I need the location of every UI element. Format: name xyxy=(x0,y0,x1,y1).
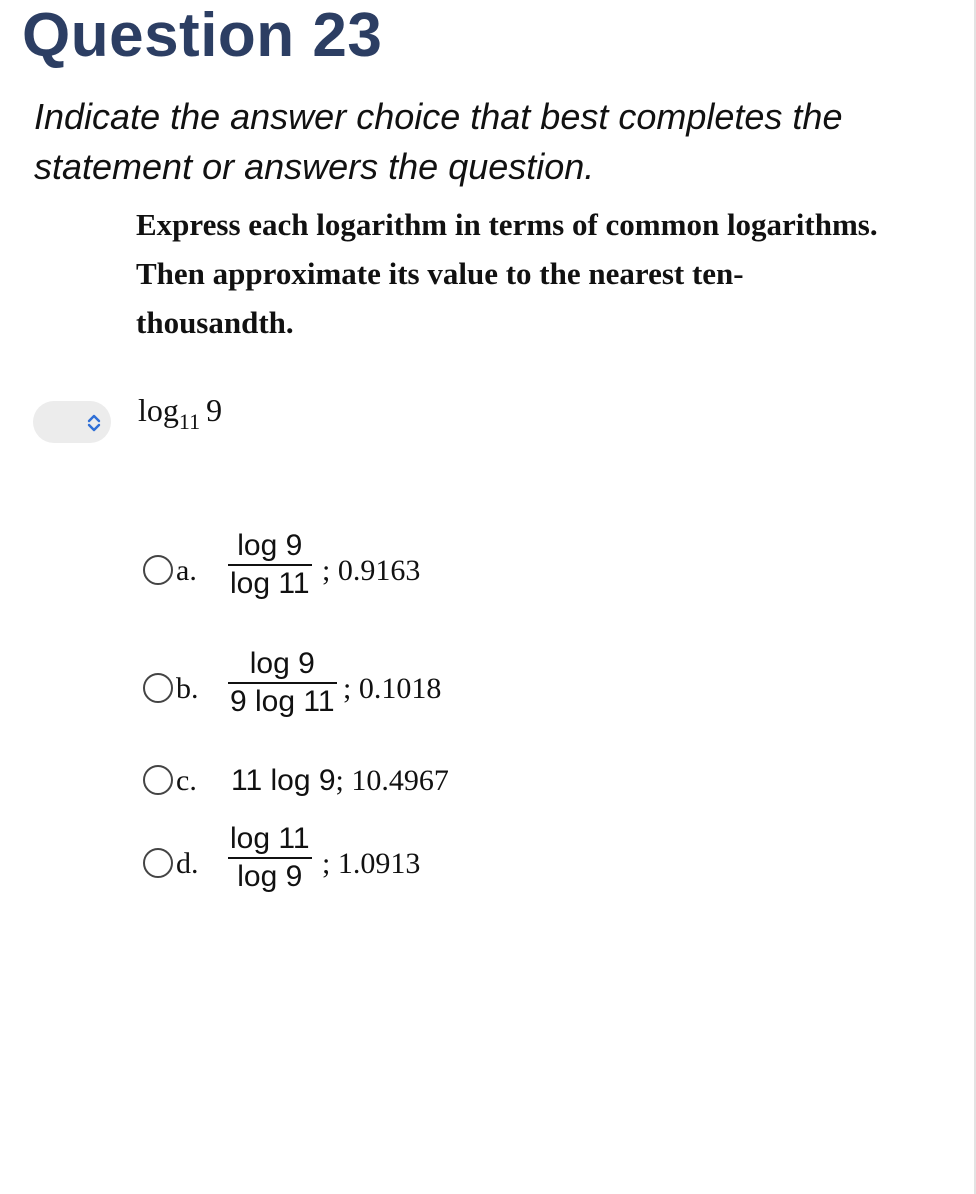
option-d-fraction xyxy=(228,822,312,894)
log-argument: 9 xyxy=(206,392,223,428)
log-subscript: 11 xyxy=(178,409,201,434)
option-d-value: ; 1.0913 xyxy=(322,847,421,880)
fraction-bar xyxy=(228,857,312,859)
option-c-value: ; 10.4967 xyxy=(335,764,449,797)
option-a-numerator: log 9 xyxy=(237,529,303,562)
option-b-denominator: 9 log 11 xyxy=(230,685,335,718)
option-a-denominator: log 11 xyxy=(230,567,310,600)
option-d-denominator: log 9 xyxy=(237,860,303,893)
option-a-fraction xyxy=(228,529,312,601)
radio-option-a[interactable] xyxy=(143,555,173,585)
option-c-expression: 11 log 9 xyxy=(231,764,336,797)
log-expression xyxy=(138,392,222,435)
question-instruction: Indicate the answer choice that best completes the statement or answers the question. xyxy=(34,96,843,187)
option-b-letter: b. xyxy=(176,672,199,705)
answer-select[interactable] xyxy=(33,401,111,443)
radio-option-d[interactable] xyxy=(143,848,173,878)
radio-option-c[interactable] xyxy=(143,765,173,795)
radio-option-b[interactable] xyxy=(143,673,173,703)
option-a-letter: a. xyxy=(176,554,197,587)
question-stem: Express each logarithm in terms of common logarithms. Then approximate its value to the nearest ten-thousandth. xyxy=(136,207,878,340)
option-c-expression-line xyxy=(231,764,449,798)
question-title: Question 23 xyxy=(22,1,383,70)
fraction-bar xyxy=(228,682,337,684)
option-a-value: ; 0.9163 xyxy=(322,554,421,587)
fraction-bar xyxy=(228,564,312,566)
log-base-text: log xyxy=(138,392,179,428)
up-down-chevron-icon xyxy=(87,412,101,434)
option-d-numerator: log 11 xyxy=(230,822,310,855)
option-b-fraction xyxy=(228,647,337,719)
option-b-value: ; 0.1018 xyxy=(343,672,442,705)
option-b-numerator: log 9 xyxy=(249,647,315,680)
option-d-letter: d. xyxy=(176,847,199,880)
option-c-letter: c. xyxy=(176,764,197,797)
